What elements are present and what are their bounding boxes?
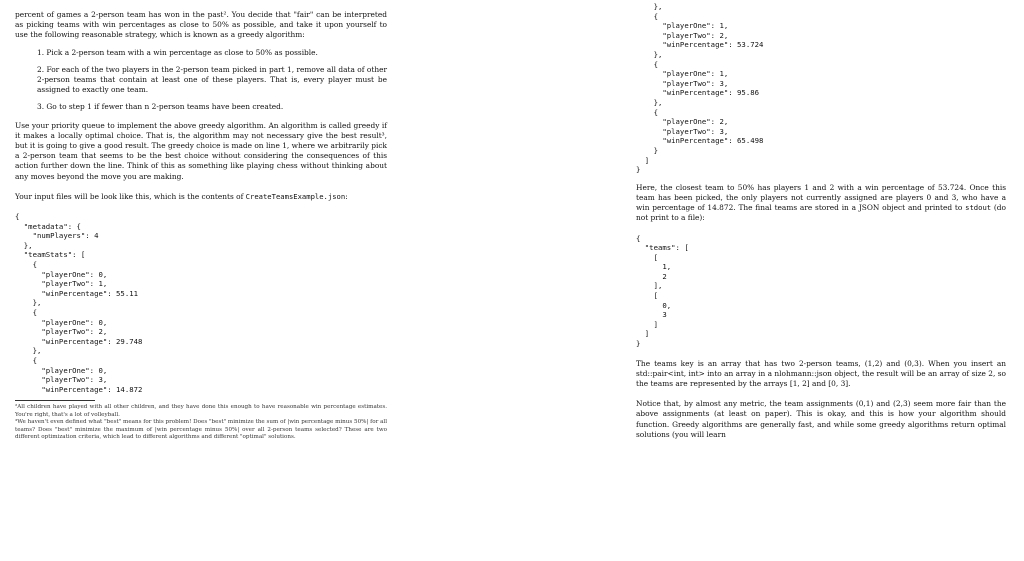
teams-key-paragraph: The teams key is an array that has two 2-person teams, (1,2) and (0,3). When you insert an std::pair<int, int> into an array in a nlohmann::json object, the result will be an array of size 2, so the teams are represented by the arrays [1, 2] and [0, 3]. xyxy=(636,358,1006,389)
notice-paragraph: Notice that, by almost any metric, the team assignments (0,1) and (2,3) seem more fair than the above assignments (at least on paper). This is okay, and this is how your algorithm should function. Greedy algorithms are generally fast, and while some greedy algorithms return optimal solutions (you will learn xyxy=(636,399,1006,439)
input-json-code-continued: }, { "playerOne": 1, "playerTwo": 2, "winPercentage": 53.724 }, { "playerOne": 1, "playerTwo": 3, "winPercentage": 95.86 }, { "playerOne": 2, "playerTwo": 3, "winPercentage": 65.498 } ] } xyxy=(636,2,764,175)
input-intro-text: Your input files will be look like this, which is the contents of xyxy=(15,191,244,201)
algorithm-steps xyxy=(15,48,387,113)
intro-paragraph: percent of games a 2-person team has won in the past². You decide that "fair" can be interpreted as picking teams with win percentages as close to 50% as possible, and take it upon yourself to use the following reasonable strategy, which is known as a greedy algorithm: xyxy=(15,10,387,40)
priority-queue-paragraph: Use your priority queue to implement the above greedy algorithm. An algorithm is called greedy if it makes a locally optimal choice. That is, the algorithm may not necessary give the best result³, but it is going to give a good result. The greedy choice is made on line 1, where we arbitrarily pick a 2-person team that seems to be the best choice without considering the consequences of this action further down the line. Think of this as something like playing chess without thinking about any moves beyond the move you are making. xyxy=(15,120,387,181)
step-2: 2. For each of the two players in the 2-person team picked in part 1, remove all data of other 2-person teams that contain at least one of these players. That is, every player must be assigned to exactly one team. xyxy=(37,64,387,95)
input-intro xyxy=(15,192,387,202)
input-intro-end: : xyxy=(345,191,348,201)
closest-team-text: Here, the closest team to 50% has players 1 and 2 with a win percentage of 53.724. Once this team has been picked, the only players not currently assigned are players 0 and 3, who have a win percentage of 14.872. The final teams are stored in a JSON object and printed to xyxy=(636,182,1006,213)
footnote-divider xyxy=(15,400,95,401)
left-column xyxy=(15,10,387,441)
input-filename: CreateTeamsExample.json xyxy=(245,191,346,201)
step-3: 3. Go to step 1 if fewer than n 2-person teams have been created. xyxy=(37,102,284,112)
input-json-code: { "metadata": { "numPlayers": 4 }, "teamStats": [ { "playerOne": 0, "playerTwo": 1, "winPercentage": 55.11 }, { "playerOne": 0, "playerTwo": 2, "winPercentage": 29.748 }, { "playerOne": 0, "playerTwo": 3, "winPercentage": 14.872 xyxy=(15,212,143,394)
closest-team-paragraph xyxy=(636,183,1006,224)
footnote-3: ³We haven't even defined what "best" means for this problem! Does "best" minimize the sum of |win percentage minus 50%| for all teams? Does "best" minimize the maximum of |win percentage minus 50%| over all 2-person teams selected? These are two different optimization criteria, which lead to different algorithms and different "optimal" solutions. xyxy=(15,419,387,440)
output-json-code: { "teams": [ [ 1, 2 ], [ 0, 3 ] ] } xyxy=(636,233,689,349)
footnote-2: ²All children have played with all other children, and they have done this enough to have reasonable win percentage estimates. You're right, that's a lot of volleyball. xyxy=(15,404,387,418)
closest-team-text-end: (do not print to a file): xyxy=(636,203,1006,223)
step-1: 1. Pick a 2-person team with a win percentage as close to 50% as possible. xyxy=(37,47,318,57)
right-column xyxy=(636,2,1006,450)
stdout-term: stdout xyxy=(965,203,992,213)
